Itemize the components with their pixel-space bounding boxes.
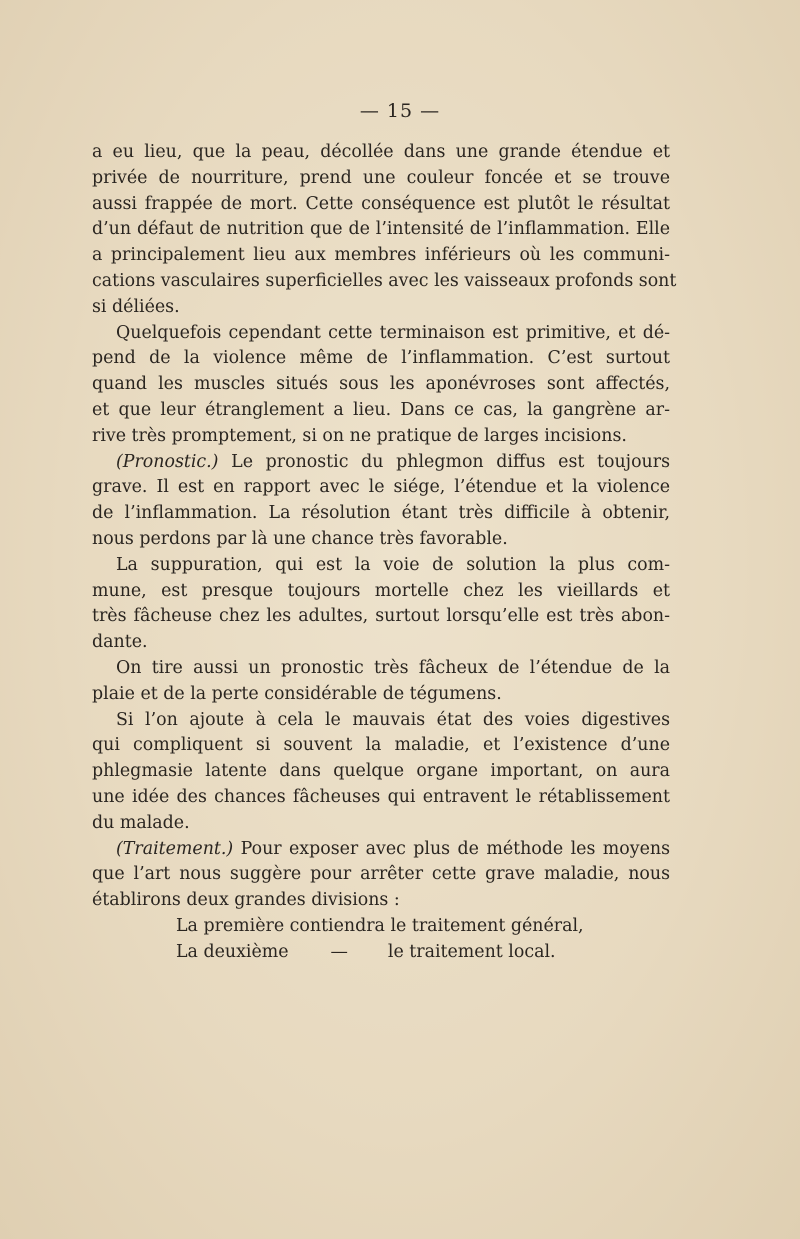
text-line: La suppuration, qui est la voie de solution la plus com- <box>116 554 670 575</box>
page-number: — 15 — <box>359 100 441 122</box>
ditto-dash: — <box>330 941 348 962</box>
text-line-rest: Le pronostic du phlegmon diffus est toujours <box>218 451 670 472</box>
text-line: a principalement lieu aux membres inférieurs où les communi- <box>92 245 670 266</box>
text-line: établirons deux grandes divisions : <box>92 890 400 911</box>
text-line: cations vasculaires superficielles avec les vaisseaux profonds sont <box>92 270 677 291</box>
text-line: du malade. <box>92 812 190 833</box>
division-line-2 <box>92 940 670 966</box>
section-label-traitement: (Traitement.) <box>116 838 234 859</box>
text-line: grave. Il est en rapport avec le siége, l’étendue et la violence <box>92 477 670 498</box>
text-line: et que leur étranglement a lieu. Dans ce cas, la gangrène ar- <box>92 399 670 420</box>
text-line: que l’art nous suggère pour arrêter cette grave maladie, nous <box>92 864 670 885</box>
text-line: aussi frappée de mort. Cette conséquence est plutôt le résultat <box>92 193 670 214</box>
text-line <box>92 450 670 476</box>
text-line-rest: Pour exposer avec plus de méthode les moyens <box>233 838 670 859</box>
text-line: nous perdons par là une chance très favorable. <box>92 528 508 549</box>
text-line: mune, est presque toujours mortelle chez les vieillards et <box>92 580 670 601</box>
body-text <box>92 140 677 966</box>
text-line: phlegmasie latente dans quelque organe important, on aura <box>92 761 670 782</box>
division-label: La deuxième <box>176 941 289 962</box>
text-line: si déliées. <box>92 296 180 317</box>
text-line: quand les muscles situés sous les aponévroses sont affectés, <box>92 374 670 395</box>
text-line <box>92 837 670 863</box>
text-line: rive très promptement, si on ne pratique de larges incisions. <box>92 425 627 446</box>
text-line: très fâcheuse chez les adultes, surtout lorsqu’elle est très abon- <box>92 606 670 627</box>
section-label-pronostic: (Pronostic.) <box>116 451 219 472</box>
text-line: privée de nourriture, prend une couleur foncée et se trouve <box>92 167 670 188</box>
text-line: On tire aussi un pronostic très fâcheux de l’étendue de la <box>116 657 670 678</box>
division-line-1: La première contiendra le traitement général, <box>176 915 584 936</box>
text-line: a eu lieu, que la peau, décollée dans une grande étendue et <box>92 142 670 162</box>
text-line: pend de la violence même de l’inflammation. C’est surtout <box>92 348 670 369</box>
text-line: Quelquefois cependant cette terminaison est primitive, et dé- <box>116 322 670 343</box>
text-line: Si l’on ajoute à cela le mauvais état des voies digestives <box>116 709 670 730</box>
text-line: qui compliquent si souvent la maladie, et l’existence d’une <box>92 735 670 756</box>
text-line: de l’inflammation. La résolution étant très difficile à obtenir, <box>92 503 670 524</box>
text-line: plaie et de la perte considérable de tégumens. <box>92 683 502 704</box>
division-text: le traitement local. <box>387 941 556 962</box>
text-line: dante. <box>92 632 148 653</box>
text-line: d’un défaut de nutrition que de l’intensité de l’inflammation. Elle <box>92 219 670 240</box>
text-line: une idée des chances fâcheuses qui entravent le rétablissement <box>92 786 670 807</box>
